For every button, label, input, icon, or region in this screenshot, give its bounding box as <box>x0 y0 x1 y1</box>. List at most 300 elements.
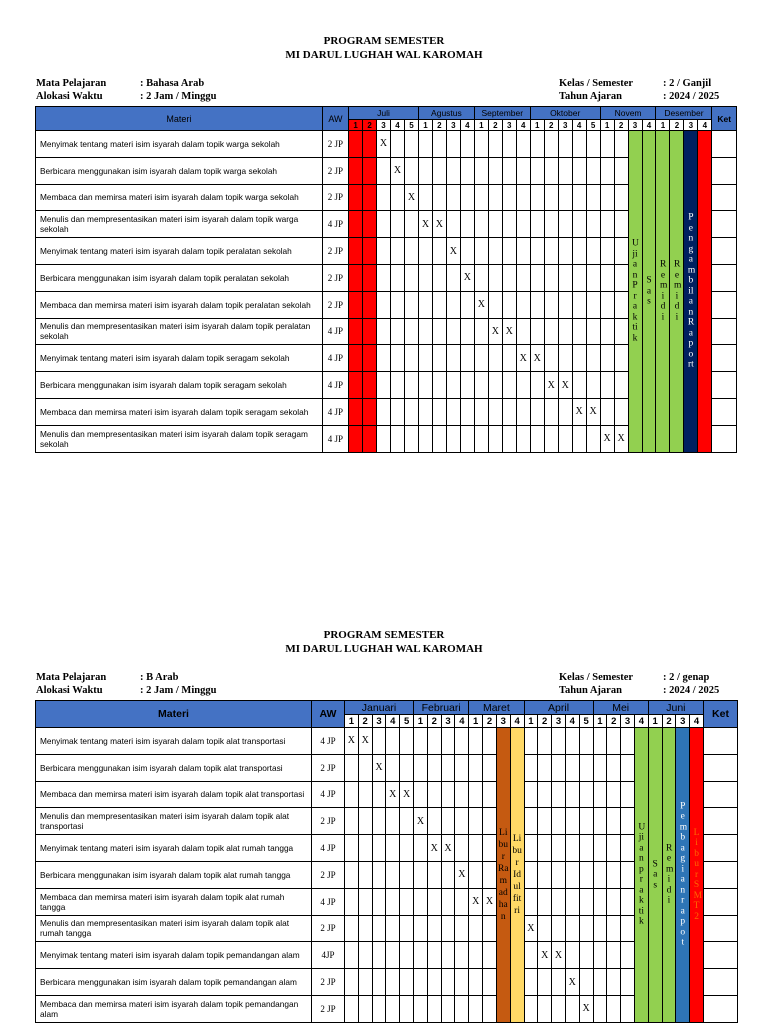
schedule-cell <box>345 915 359 942</box>
tahun-ajaran-label: Tahun Ajaran <box>559 685 622 696</box>
week-number: 5 <box>586 120 600 131</box>
schedule-cell <box>600 211 614 238</box>
schedule-cell <box>474 425 488 452</box>
schedule-cell <box>586 238 600 265</box>
schedule-cell <box>614 372 628 399</box>
schedule-cell <box>446 211 460 238</box>
week-number: 2 <box>544 120 558 131</box>
schedule-cell <box>614 345 628 372</box>
schedule-cell <box>579 835 593 862</box>
schedule-cell <box>538 808 552 835</box>
schedule-cell <box>386 888 400 915</box>
week-number: 3 <box>502 120 516 131</box>
schedule-cell <box>607 888 621 915</box>
schedule-cell <box>565 808 579 835</box>
schedule-cell <box>544 291 558 318</box>
schedule-cell <box>474 264 488 291</box>
schedule-cell <box>607 915 621 942</box>
week-number: 1 <box>345 715 359 728</box>
schedule-cell <box>446 318 460 345</box>
schedule-cell <box>372 995 386 1022</box>
schedule-cell <box>441 888 455 915</box>
week-number: 2 <box>670 120 684 131</box>
band-label: Ujian praktik <box>638 822 646 927</box>
schedule-cell <box>502 157 516 184</box>
schedule-cell <box>488 264 502 291</box>
schedule-cell <box>621 754 635 781</box>
schedule-mark: X <box>572 398 586 425</box>
table-row <box>36 808 738 835</box>
ket-cell <box>703 888 737 915</box>
alokasi-waktu-label: Alokasi Waktu <box>36 685 103 696</box>
week-number: 4 <box>460 120 474 131</box>
aw-cell: 2 JP <box>322 184 348 211</box>
schedule-cell <box>455 781 469 808</box>
schedule-cell <box>614 238 628 265</box>
schedule-mark: X <box>345 728 359 755</box>
schedule-cell <box>345 888 359 915</box>
schedule-cell <box>358 969 372 996</box>
schedule-cell <box>418 238 432 265</box>
schedule-mark: X <box>427 835 441 862</box>
alokasi-waktu-value: : 2 Jam / Minggu <box>140 685 217 696</box>
column-header-aw: AW <box>322 107 348 131</box>
column-header-ket: Ket <box>703 701 737 728</box>
ket-cell <box>712 131 737 158</box>
schedule-cell <box>446 131 460 158</box>
tahun-ajaran-value: : 2024 / 2025 <box>663 685 720 696</box>
schedule-cell <box>372 808 386 835</box>
schedule-mark: X <box>460 264 474 291</box>
schedule-cell <box>427 915 441 942</box>
schedule-cell <box>460 425 474 452</box>
week-number: 1 <box>648 715 662 728</box>
schedule-cell <box>572 372 586 399</box>
schedule-cell <box>349 425 363 452</box>
schedule-cell <box>600 345 614 372</box>
schedule-cell <box>558 184 572 211</box>
schedule-cell <box>414 861 428 888</box>
schedule-cell <box>432 131 446 158</box>
schedule-cell <box>363 184 377 211</box>
schedule-cell <box>377 372 391 399</box>
school-name: MI DARUL LUGHAH WAL KAROMAH <box>285 643 483 655</box>
schedule-cell <box>432 425 446 452</box>
schedule-cell <box>455 888 469 915</box>
schedule-cell <box>377 398 391 425</box>
schedule-cell <box>455 728 469 755</box>
schedule-cell <box>558 398 572 425</box>
schedule-cell <box>363 291 377 318</box>
materi-cell: Membaca dan memirsa materi isim isyarah dalam topik warga sekolah <box>36 184 323 211</box>
schedule-cell <box>530 398 544 425</box>
table-row <box>36 835 738 862</box>
table-row <box>36 969 738 996</box>
schedule-cell <box>621 969 635 996</box>
materi-cell: Berbicara menggunakan isim isyarah dalam topik pemandangan alam <box>36 969 312 996</box>
schedule-cell <box>530 291 544 318</box>
schedule-mark: X <box>579 995 593 1022</box>
schedule-cell <box>358 995 372 1022</box>
schedule-band <box>496 728 510 1023</box>
materi-cell: Menyimak tentang materi isim isyarah dalam topik alat transportasi <box>36 728 312 755</box>
schedule-mark: X <box>502 318 516 345</box>
schedule-cell <box>455 835 469 862</box>
schedule-cell <box>469 781 483 808</box>
schedule-cell <box>538 728 552 755</box>
week-number: 2 <box>607 715 621 728</box>
week-number: 1 <box>474 120 488 131</box>
schedule-cell <box>391 425 405 452</box>
schedule-cell <box>446 372 460 399</box>
schedule-cell <box>377 184 391 211</box>
schedule-cell <box>572 211 586 238</box>
schedule-cell <box>607 835 621 862</box>
schedule-cell <box>474 211 488 238</box>
schedule-cell <box>614 291 628 318</box>
schedule-cell <box>621 728 635 755</box>
schedule-cell <box>414 781 428 808</box>
schedule-cell <box>558 318 572 345</box>
aw-cell: 4 JP <box>312 888 345 915</box>
aw-cell: 4 JP <box>322 398 348 425</box>
ket-cell <box>703 754 737 781</box>
materi-cell: Berbicara menggunakan isim isyarah dalam topik seragam sekolah <box>36 372 323 399</box>
schedule-cell <box>572 131 586 158</box>
schedule-cell <box>432 157 446 184</box>
schedule-cell <box>544 184 558 211</box>
schedule-cell <box>441 728 455 755</box>
schedule-cell <box>516 211 530 238</box>
schedule-cell <box>593 861 607 888</box>
schedule-cell <box>558 291 572 318</box>
table-row <box>36 942 738 969</box>
week-number: 4 <box>391 120 405 131</box>
schedule-cell <box>418 425 432 452</box>
schedule-cell <box>516 425 530 452</box>
week-number: 3 <box>496 715 510 728</box>
schedule-mark: X <box>488 318 502 345</box>
month-header: April <box>524 701 593 715</box>
schedule-cell <box>552 861 566 888</box>
schedule-cell <box>552 888 566 915</box>
schedule-cell <box>593 754 607 781</box>
schedule-cell <box>607 781 621 808</box>
schedule-cell <box>427 995 441 1022</box>
week-number: 3 <box>377 120 391 131</box>
schedule-cell <box>516 184 530 211</box>
schedule-cell <box>349 157 363 184</box>
schedule-cell <box>593 888 607 915</box>
aw-cell: 4 JP <box>322 372 348 399</box>
schedule-cell <box>600 184 614 211</box>
week-number: 1 <box>418 120 432 131</box>
aw-cell: 4 JP <box>322 345 348 372</box>
schedule-cell <box>349 264 363 291</box>
schedule-band <box>684 131 698 453</box>
schedule-cell <box>414 915 428 942</box>
ket-cell <box>703 861 737 888</box>
materi-cell: Menulis dan mempresentasikan materi isim isyarah dalam topik seragam sekolah <box>36 425 323 452</box>
aw-cell: 2 JP <box>312 861 345 888</box>
schedule-cell <box>579 808 593 835</box>
schedule-cell <box>446 345 460 372</box>
schedule-cell <box>524 942 538 969</box>
schedule-cell <box>524 781 538 808</box>
schedule-cell <box>483 942 497 969</box>
schedule-cell <box>446 157 460 184</box>
schedule-cell <box>572 318 586 345</box>
schedule-cell <box>586 184 600 211</box>
band-label: Libur Idul fitri <box>512 833 522 916</box>
schedule-cell <box>391 184 405 211</box>
schedule-cell <box>404 398 418 425</box>
schedule-cell <box>483 754 497 781</box>
materi-cell: Berbicara menggunakan isim isyarah dalam topik peralatan sekolah <box>36 264 323 291</box>
week-number: 2 <box>662 715 676 728</box>
schedule-cell <box>579 888 593 915</box>
schedule-cell <box>593 781 607 808</box>
schedule-cell <box>427 728 441 755</box>
week-number: 1 <box>349 120 363 131</box>
schedule-cell <box>530 184 544 211</box>
schedule-cell <box>427 781 441 808</box>
tahun-ajaran-value: : 2024 / 2025 <box>663 91 720 102</box>
schedule-cell <box>404 264 418 291</box>
month-header: Agustus <box>418 107 474 120</box>
schedule-cell <box>544 131 558 158</box>
kelas-semester-label: Kelas / Semester <box>559 78 634 89</box>
materi-cell: Menulis dan mempresentasikan materi isim isyarah dalam topik warga sekolah <box>36 211 323 238</box>
schedule-cell <box>621 781 635 808</box>
schedule-cell <box>586 157 600 184</box>
schedule-cell <box>516 157 530 184</box>
schedule-cell <box>552 915 566 942</box>
week-number: 4 <box>386 715 400 728</box>
month-header: Oktober <box>530 107 600 120</box>
schedule-band <box>510 728 524 1023</box>
schedule-cell <box>565 995 579 1022</box>
schedule-cell <box>441 969 455 996</box>
schedule-cell <box>460 398 474 425</box>
schedule-cell <box>516 318 530 345</box>
schedule-cell <box>614 211 628 238</box>
aw-cell: 2 JP <box>322 131 348 158</box>
schedule-cell <box>552 808 566 835</box>
band-label: Libur Ramadhan <box>497 827 509 922</box>
materi-cell: Menyimak tentang materi isim isyarah dalam topik warga sekolah <box>36 131 323 158</box>
schedule-mark: X <box>377 131 391 158</box>
aw-cell: 4 JP <box>312 728 345 755</box>
schedule-cell <box>502 131 516 158</box>
schedule-cell <box>432 238 446 265</box>
schedule-mark: X <box>530 345 544 372</box>
schedule-cell <box>544 345 558 372</box>
schedule-cell <box>524 728 538 755</box>
band-label: Libur SMT 2 <box>693 827 703 922</box>
schedule-cell <box>538 835 552 862</box>
schedule-cell <box>469 808 483 835</box>
schedule-cell <box>586 318 600 345</box>
aw-cell: 2 JP <box>312 995 345 1022</box>
mata-pelajaran-label: Mata Pelajaran <box>36 672 107 683</box>
schedule-cell <box>530 211 544 238</box>
week-number: 5 <box>400 715 414 728</box>
schedule-cell <box>460 131 474 158</box>
schedule-cell <box>552 995 566 1022</box>
schedule-cell <box>372 888 386 915</box>
schedule-cell <box>530 238 544 265</box>
schedule-cell <box>391 131 405 158</box>
schedule-cell <box>441 808 455 835</box>
schedule-mark: X <box>558 372 572 399</box>
schedule-cell <box>516 131 530 158</box>
schedule-cell <box>414 835 428 862</box>
schedule-cell <box>621 888 635 915</box>
schedule-cell <box>607 754 621 781</box>
schedule-cell <box>404 425 418 452</box>
schedule-band <box>648 728 662 1023</box>
week-number: 3 <box>621 715 635 728</box>
aw-cell: 2 JP <box>312 808 345 835</box>
month-header: Februari <box>414 701 469 715</box>
schedule-cell <box>441 861 455 888</box>
schedule-cell <box>572 238 586 265</box>
week-number: 4 <box>565 715 579 728</box>
schedule-cell <box>427 888 441 915</box>
schedule-mark: X <box>474 291 488 318</box>
aw-cell: 2 JP <box>322 157 348 184</box>
mata-pelajaran-value: : Bahasa Arab <box>140 78 205 89</box>
schedule-cell <box>544 318 558 345</box>
ket-cell <box>703 995 737 1022</box>
schedule-cell <box>565 942 579 969</box>
schedule-cell <box>544 264 558 291</box>
schedule-mark: X <box>386 781 400 808</box>
schedule-cell <box>600 372 614 399</box>
schedule-mark: X <box>455 861 469 888</box>
schedule-cell <box>544 211 558 238</box>
aw-cell: 4JP <box>312 942 345 969</box>
week-number: 4 <box>572 120 586 131</box>
schedule-cell <box>600 157 614 184</box>
table-row <box>36 861 738 888</box>
week-number: 3 <box>372 715 386 728</box>
schedule-cell <box>386 995 400 1022</box>
alokasi-waktu-value: : 2 Jam / Minggu <box>140 91 217 102</box>
schedule-cell <box>377 264 391 291</box>
schedule-cell <box>524 969 538 996</box>
schedule-cell <box>446 184 460 211</box>
schedule-cell <box>586 372 600 399</box>
schedule-cell <box>363 318 377 345</box>
schedule-cell <box>363 238 377 265</box>
schedule-cell <box>349 345 363 372</box>
aw-cell: 2 JP <box>312 915 345 942</box>
schedule-band <box>676 728 690 1023</box>
schedule-cell <box>572 184 586 211</box>
schedule-cell <box>418 131 432 158</box>
school-name: MI DARUL LUGHAH WAL KAROMAH <box>285 49 483 61</box>
schedule-cell <box>345 835 359 862</box>
materi-cell: Menyimak tentang materi isim isyarah dalam topik alat rumah tangga <box>36 835 312 862</box>
schedule-cell <box>572 157 586 184</box>
schedule-cell <box>524 995 538 1022</box>
schedule-cell <box>427 808 441 835</box>
schedule-cell <box>516 238 530 265</box>
schedule-cell <box>524 861 538 888</box>
column-header-materi: Materi <box>36 701 312 728</box>
schedule-cell <box>516 398 530 425</box>
schedule-mark: X <box>552 942 566 969</box>
schedule-cell <box>524 835 538 862</box>
schedule-cell <box>621 942 635 969</box>
month-header: Januari <box>345 701 414 715</box>
materi-cell: Menyimak tentang materi isim isyarah dalam topik pemandangan alam <box>36 942 312 969</box>
week-number: 2 <box>538 715 552 728</box>
schedule-cell <box>460 318 474 345</box>
schedule-cell <box>469 915 483 942</box>
schedule-cell <box>544 157 558 184</box>
schedule-cell <box>418 345 432 372</box>
schedule-cell <box>614 184 628 211</box>
schedule-cell <box>414 754 428 781</box>
header-row <box>36 701 738 715</box>
schedule-cell <box>614 157 628 184</box>
schedule-band <box>642 131 656 453</box>
schedule-cell <box>391 398 405 425</box>
schedule-mark: X <box>372 754 386 781</box>
aw-cell: 4 JP <box>312 781 345 808</box>
schedule-cell <box>593 808 607 835</box>
schedule-cell <box>372 835 386 862</box>
schedule-cell <box>600 398 614 425</box>
schedule-cell <box>386 728 400 755</box>
week-number: 3 <box>684 120 698 131</box>
schedule-cell <box>579 754 593 781</box>
schedule-cell <box>377 425 391 452</box>
schedule-cell <box>386 861 400 888</box>
schedule-cell <box>552 969 566 996</box>
mata-pelajaran-value: : B Arab <box>140 672 179 683</box>
schedule-cell <box>432 291 446 318</box>
schedule-cell <box>502 345 516 372</box>
schedule-mark: X <box>469 888 483 915</box>
schedule-cell <box>377 211 391 238</box>
schedule-cell <box>544 398 558 425</box>
schedule-cell <box>469 861 483 888</box>
schedule-cell <box>441 781 455 808</box>
schedule-mark: X <box>516 345 530 372</box>
aw-cell: 2 JP <box>322 291 348 318</box>
schedule-cell <box>572 345 586 372</box>
schedule-cell <box>607 969 621 996</box>
materi-cell: Berbicara menggunakan isim isyarah dalam topik alat rumah tangga <box>36 861 312 888</box>
week-number: 1 <box>530 120 544 131</box>
schedule-cell <box>483 781 497 808</box>
schedule-cell <box>349 211 363 238</box>
schedule-cell <box>427 942 441 969</box>
schedule-cell <box>614 264 628 291</box>
schedule-cell <box>502 184 516 211</box>
schedule-cell <box>558 157 572 184</box>
schedule-cell <box>446 398 460 425</box>
schedule-cell <box>460 157 474 184</box>
schedule-cell <box>363 345 377 372</box>
schedule-table <box>35 106 737 453</box>
schedule-cell <box>414 888 428 915</box>
schedule-cell <box>400 888 414 915</box>
